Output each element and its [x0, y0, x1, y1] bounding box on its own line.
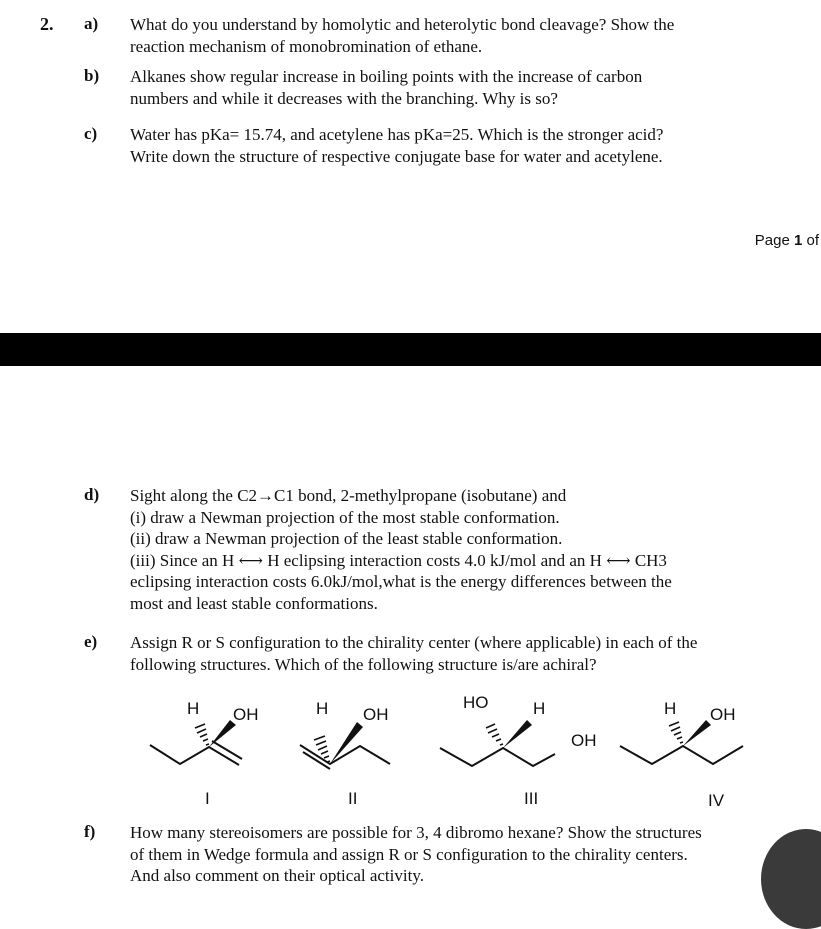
- ho-label: HO: [463, 693, 489, 712]
- item-text: [130, 14, 800, 57]
- page-separator-bar: [0, 333, 821, 366]
- text-line: How many stereoisomers are possible for 3, 4 dibromo hexane? Show the structures: [130, 823, 702, 842]
- structure-number: IV: [708, 791, 725, 810]
- item-text: [130, 632, 800, 675]
- text-line: numbers and while it decreases with the branching. Why is so?: [130, 88, 558, 108]
- item-letter: b): [84, 66, 100, 85]
- skeleton-bonds: [300, 745, 390, 764]
- text-line: following structures. Which of the following structure is/are achiral?: [130, 654, 597, 674]
- solid-wedge-bond: [330, 722, 363, 764]
- of-word: of: [806, 232, 819, 249]
- hashed-wedge-bond: [195, 724, 209, 745]
- item-text: [130, 822, 800, 887]
- text-line: Assign R or S configuration to the chirality center (where applicable) in each of the: [130, 633, 698, 652]
- item-letter: a): [84, 14, 99, 33]
- structure-iii: [440, 693, 597, 808]
- structure-i: [150, 699, 259, 808]
- text-line: And also comment on their optical activity.: [130, 866, 424, 885]
- h-label: H: [316, 699, 329, 718]
- item-letter: f): [84, 822, 96, 841]
- text-line: of them in Wedge formula and assign R or S configuration to the chirality centers.: [130, 844, 688, 864]
- h-label: H: [533, 699, 546, 718]
- text-line: Sight along the C2→C1 bond, 2-methylpropane (isobutane) and: [130, 486, 567, 505]
- page-word: Page: [754, 232, 790, 249]
- text-line: Alkanes show regular increase in boiling points with the increase of carbon: [130, 67, 643, 86]
- structure-iv: [620, 699, 743, 810]
- item-letter: d): [84, 485, 100, 504]
- question-number: 2.: [40, 14, 54, 34]
- structure-number: I: [205, 789, 210, 808]
- skeleton-bonds: [620, 746, 743, 764]
- item-letter: e): [84, 632, 98, 651]
- text-line: Write down the structure of respective conjugate base for water and acetylene.: [130, 146, 663, 166]
- double-bond-line: [212, 741, 242, 759]
- item-letter: c): [84, 124, 98, 143]
- text-line: (i) draw a Newman projection of the most stable conformation.: [130, 507, 560, 527]
- text-line: reaction mechanism of monobromination of ethane.: [130, 36, 483, 56]
- item-text: [130, 66, 800, 109]
- skeleton-bonds: [440, 748, 555, 766]
- page-number: 1: [793, 232, 803, 249]
- solid-wedge-bond: [503, 720, 532, 748]
- structure-number: II: [348, 789, 358, 808]
- text-line: (iii) Since an H ⟷ H eclipsing interaction costs 4.0 kJ/mol and an H ⟷ CH3: [130, 550, 667, 570]
- hashed-wedge-bond: [486, 724, 503, 745]
- skeleton-bonds: [150, 745, 239, 765]
- oh-label: OH: [233, 705, 259, 724]
- structure-ii: [300, 699, 390, 808]
- item-text: [130, 485, 800, 614]
- text-line: What do you understand by homolytic and heterolytic bond cleavage? Show the: [130, 15, 675, 34]
- structures-figure: [0, 690, 821, 815]
- text-line: eclipsing interaction costs 6.0kJ/mol,what is the energy differences between the: [130, 572, 672, 591]
- structure-number: III: [524, 789, 539, 808]
- oh-label: OH: [363, 705, 389, 724]
- oh-label: OH: [571, 731, 597, 750]
- oh-label: OH: [710, 705, 736, 724]
- hashed-wedge-bond: [669, 722, 683, 743]
- page-footer: [755, 232, 819, 249]
- h-label: H: [664, 699, 677, 718]
- solid-wedge-bond: [683, 720, 711, 746]
- text-line: (ii) draw a Newman projection of the least stable conformation.: [130, 529, 563, 548]
- text-line: most and least stable conformations.: [130, 593, 378, 613]
- text-line: Water has pKa= 15.74, and acetylene has pKa=25. Which is the stronger acid?: [130, 125, 664, 144]
- solid-wedge-bond: [209, 720, 236, 747]
- h-label: H: [187, 699, 200, 718]
- item-text: [130, 124, 800, 167]
